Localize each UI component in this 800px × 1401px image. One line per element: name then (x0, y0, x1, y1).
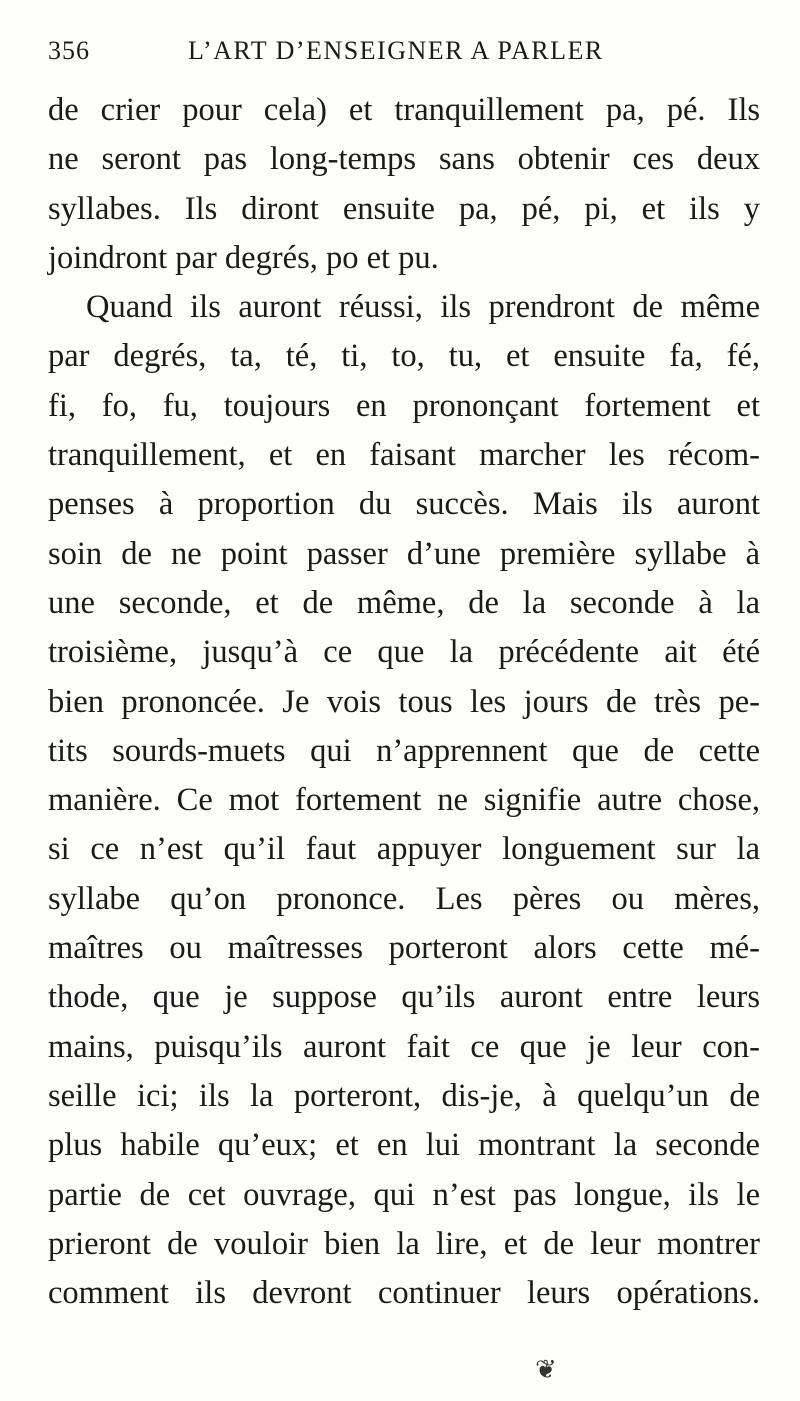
text-line: plus habile qu’eux; et en lui montrant la seconde (48, 1127, 760, 1164)
text-line: une seconde, et de même, de la seconde à la (48, 584, 760, 621)
text-line: mains, puisqu’ils auront fait ce que je leur con- (48, 1028, 760, 1065)
running-head: L’ART D’ENSEIGNER A PARLER (188, 36, 604, 65)
text-line: penses à proportion du succès. Mais ils auront (48, 486, 760, 523)
text-line: partie de cet ouvrage, qui n’est pas longue, ils le (48, 1176, 760, 1213)
text-line: comment ils devront continuer leurs opérations. (48, 1275, 760, 1312)
text-line: syllabes. Ils diront ensuite pa, pé, pi, et ils y (48, 190, 760, 227)
text-line: manière. Ce mot fortement ne signifie autre chose, (48, 782, 760, 819)
text-line: bien prononcée. Je vois tous les jours de très pe- (48, 683, 760, 720)
page-header (48, 36, 748, 76)
text-line: soin de ne point passer d’une première syllabe à (48, 535, 760, 572)
text-line: tits sourds-muets qui n’apprennent que de cette (48, 732, 760, 769)
text-line: seille ici; ils la porteront, dis-je, à quelqu’un de (48, 1077, 760, 1114)
text-line: si ce n’est qu’il faut appuyer longuement sur la (48, 831, 760, 868)
text-line: troisième, jusqu’à ce que la précédente ait été (48, 634, 760, 671)
text-line: maîtres ou maîtresses porteront alors cette mé- (48, 930, 760, 967)
ornament-icon: ❦ (535, 1355, 557, 1385)
text-line: ne seront pas long-temps sans obtenir ces deux (48, 141, 760, 178)
text-line: tranquillement, et en faisant marcher les récom- (48, 437, 760, 474)
text-line: thode, que je suppose qu’ils auront entre leurs (48, 979, 760, 1016)
body-text (48, 86, 760, 1318)
text-line: par degrés, ta, té, ti, to, tu, et ensuite fa, fé, (48, 338, 760, 375)
text-line: syllabe qu’on prononce. Les pères ou mères, (48, 880, 760, 917)
text-line: fi, fo, fu, toujours en prononçant fortement et (48, 387, 760, 424)
text-line: prieront de vouloir bien la lire, et de leur montrer (48, 1225, 760, 1262)
text-line: de crier pour cela) et tranquillement pa, pé. Ils (48, 92, 760, 128)
page-number: 356 (48, 36, 90, 65)
text-line: joindront par degrés, po et pu. (48, 239, 439, 276)
text-line: Quand ils auront réussi, ils prendront de même (86, 289, 760, 326)
